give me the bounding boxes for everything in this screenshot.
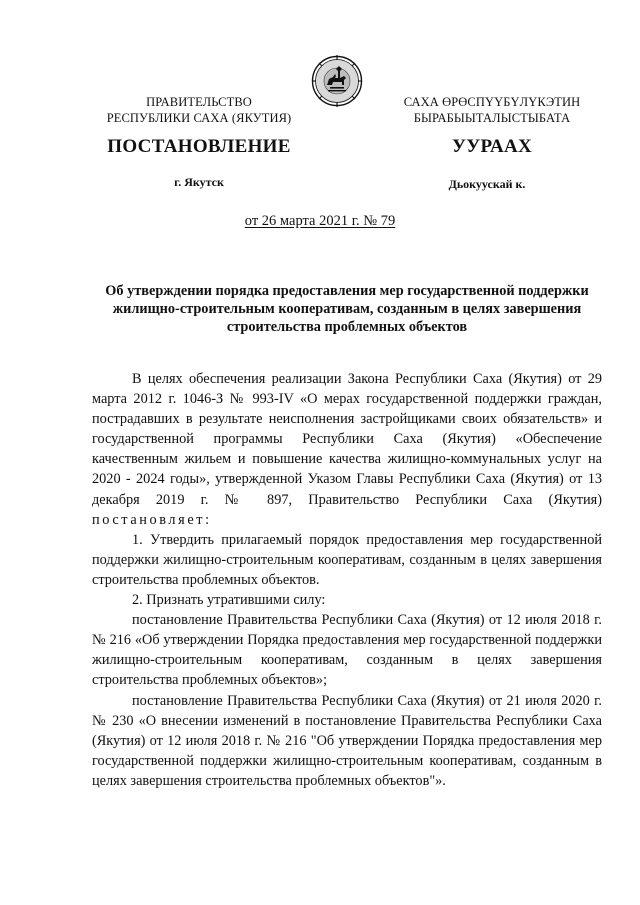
document-body (92, 369, 602, 791)
document-type-russian: ПОСТАНОВЛЕНИЕ (107, 136, 291, 157)
city-yakut: Дьокуускай к. (448, 177, 526, 191)
body-paragraph: постановление Правительства Республики Саха (Якутия) от 21 июля 2020 г. № 230 «О внесении изменений в постановление Правительства Республики Саха (Якутия) от 12 июля 2018 г. № 216 "Об утверждении Порядка предоставления мер государственной поддержки жилищно-строительным кооперативам, созданным в целях завершения строительства проблемных объектов"». (92, 692, 602, 789)
coat-of-arms-emblem-icon (311, 52, 363, 110)
resolves-word: постановляет: (92, 511, 212, 528)
city-russian: г. Якутск (174, 175, 224, 189)
date-number-text: от 26 марта 2021 г. № 79 (244, 213, 396, 229)
org-line-1: САХА ӨРӨСПҮҮБҮЛҮКЭТИН (403, 95, 581, 109)
preamble-text: В целях обеспечения реализации Закона Республики Саха (Якутия) от 29 марта 2012 г. 1046-З № 993-IV «О мерах государственной поддержки граждан, пострадавших в результате неисполнения застройщиками своих обязательств» и государственной программы Республики Саха (Якутия) «Обеспечение качественным жильем и повышение качества жилищно-коммунальных услуг на 2020 - 2024 годы», утвержденной Указом Главы Республики Саха (Якутия) от 13 декабря 2019 г. № 897, Правительство Республики Саха (Якутия) (92, 371, 602, 508)
body-paragraph: 2. Признать утратившими силу: (132, 592, 326, 609)
org-line-2: БЫРАБЫЫТАЛЫСТЫБАТА (413, 111, 571, 125)
org-line-1: ПРАВИТЕЛЬСТВО (146, 95, 252, 109)
organization-name-yakut (372, 94, 612, 126)
document-type-yakut: УУРААХ (451, 136, 533, 157)
body-paragraph: 1. Утвердить прилагаемый порядок предоставления мер государственной поддержки жилищно-строительным кооперативам, созданным в целях завершения строительства проблемных объектов. (92, 531, 602, 588)
document-title: Об утверждении порядка предоставления мер государственной поддержки жилищно-строительным кооперативам, созданным в целях завершения строительства проблемных объектов (105, 283, 589, 335)
org-line-2: РЕСПУБЛИКИ САХА (ЯКУТИЯ) (106, 111, 292, 125)
body-paragraph: постановление Правительства Республики Саха (Якутия) от 12 июля 2018 г. № 216 «Об утверждении Порядка предоставления мер государственной поддержки жилищно-строительным кооперативам, созданным в целях завершения строительства проблемных объектов»; (92, 612, 602, 689)
organization-name-russian (84, 94, 314, 126)
body-paragraph (92, 369, 602, 530)
document-date-number (0, 212, 640, 230)
